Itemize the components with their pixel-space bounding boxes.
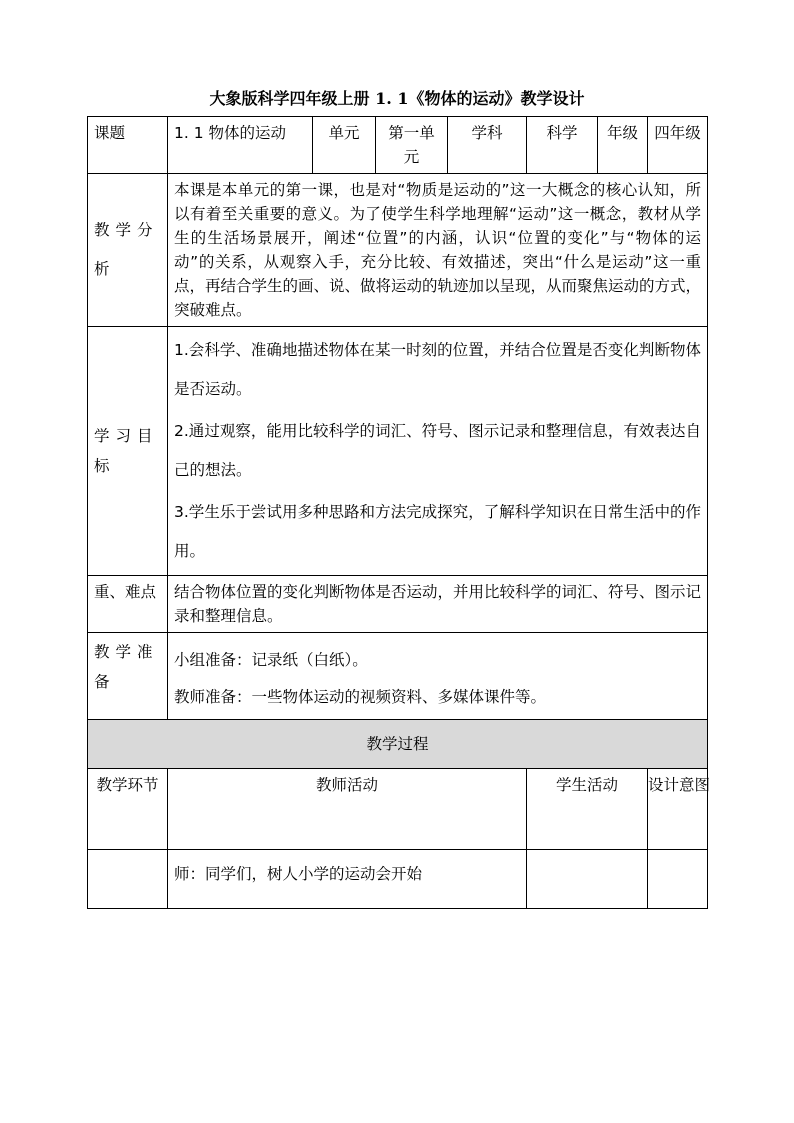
unit-label: 单元 <box>313 117 376 174</box>
lesson-label: 课题 <box>88 117 168 174</box>
col-intent: 设计意图 <box>648 769 708 850</box>
subject-value: 科学 <box>527 117 598 174</box>
document-title: 大象版科学四年级上册 1. 1《物体的运动》教学设计 <box>209 89 585 108</box>
preparation-group: 小组准备：记录纸（白纸）。 <box>174 651 368 669</box>
grade-value: 四年级 <box>648 117 708 174</box>
lesson-plan-table <box>87 116 711 909</box>
goal-item: 3.学生乐于尝试用多种思路和方法完成探究，了解科学知识在日常生活中的作用。 <box>174 503 701 560</box>
goals-label: 学习目标 <box>88 327 168 576</box>
stage-cell <box>88 850 168 909</box>
student-activity-cell <box>527 850 648 909</box>
key-points-row <box>88 576 708 633</box>
preparation-label: 教学准备 <box>88 633 168 720</box>
preparation-teacher: 教师准备：一些物体运动的视频资料、多媒体课件等。 <box>174 688 547 706</box>
col-teacher: 教师活动 <box>168 769 527 850</box>
analysis-row <box>88 174 708 327</box>
unit-value: 第一单元 <box>376 117 448 174</box>
preparation-cell <box>168 633 708 720</box>
analysis-text: 本课是本单元的第一课，也是对“物质是运动的”这一大概念的核心认知，所以有着至关重要的意义。为了使学生科学地理解“运动”这一概念，教材从学生的生活场景展开，阐述“位置”的内涵，认识“位置的变化”与“物体的运动”的关系，从观察入手，充分比较、有效描述，突出“什么是运动”这一重点，再结合学生的画、说、做将运动的轨迹加以呈现，从而聚焦运动的方式，突破难点。 <box>168 174 708 327</box>
analysis-label: 教学分析 <box>88 174 168 327</box>
key-points-text: 结合物体位置的变化判断物体是否运动，并用比较科学的词汇、符号、图示记录和整理信息。 <box>168 576 708 633</box>
col-stage: 教学环节 <box>88 769 168 850</box>
goals-row <box>88 327 708 576</box>
goals-cell <box>168 327 708 576</box>
preparation-row <box>88 633 708 720</box>
key-points-label: 重、难点 <box>88 576 168 633</box>
goal-item: 1.会科学、准确地描述物体在某一时刻的位置，并结合位置是否变化判断物体是否运动。 <box>174 341 701 398</box>
teacher-activity-cell: 师：同学们，树人小学的运动会开始 <box>168 850 527 909</box>
header-row <box>88 117 708 174</box>
subject-label: 学科 <box>448 117 527 174</box>
goal-item: 2.通过观察，能用比较科学的词汇、符号、图示记录和整理信息，有效表达自己的想法。 <box>174 422 701 479</box>
process-title: 教学过程 <box>88 720 708 769</box>
lesson-value: 1. 1 物体的运动 <box>168 117 313 174</box>
process-row <box>88 850 708 909</box>
grade-label: 年级 <box>598 117 648 174</box>
process-header-row <box>88 769 708 850</box>
col-student: 学生活动 <box>527 769 648 850</box>
process-title-row <box>88 720 708 769</box>
intent-cell <box>648 850 708 909</box>
